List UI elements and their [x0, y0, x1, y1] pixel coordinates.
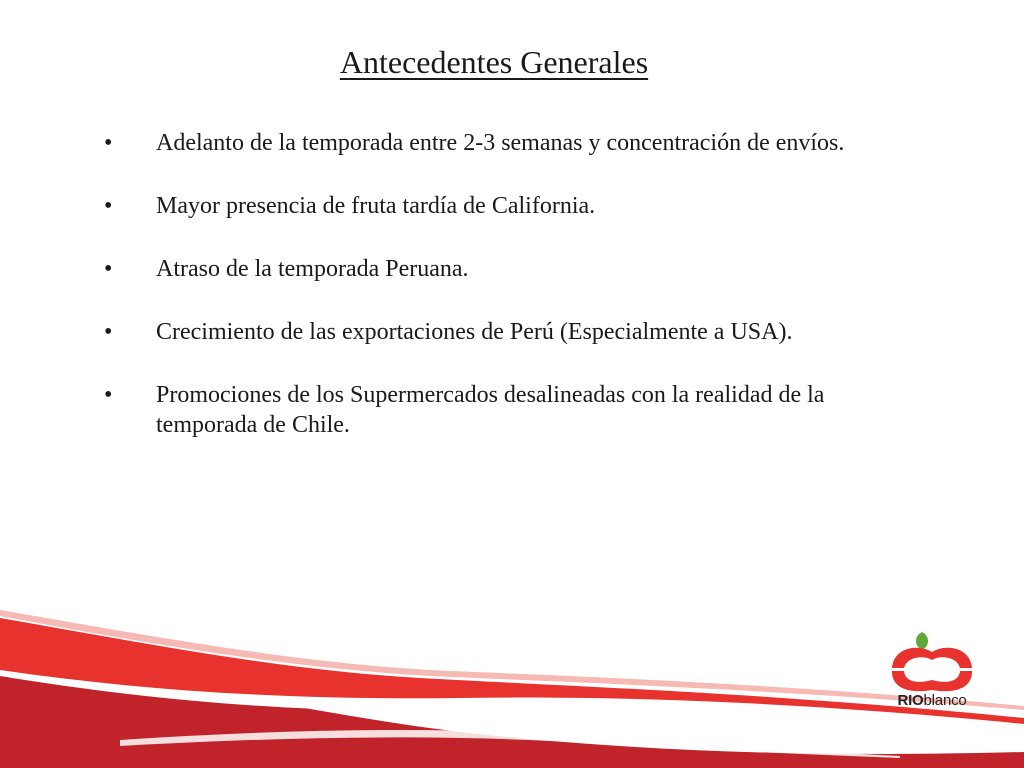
bullet-item	[104, 380, 904, 440]
bullet-item	[104, 254, 904, 284]
bullet-item	[104, 191, 904, 221]
bullet-text: Adelanto de la temporada entre 2-3 semanas y concentración de envíos.	[156, 130, 845, 156]
logo-text-regular: blanco	[923, 692, 967, 709]
bullet-marker: •	[104, 382, 113, 408]
red-wave-decoration	[0, 600, 1024, 768]
bullet-item	[104, 128, 904, 158]
bullet-text: Atraso de la temporada Peruana.	[156, 256, 469, 282]
bullet-marker: •	[104, 319, 113, 345]
logo-text-bold: RIO	[897, 692, 924, 709]
bullet-list	[104, 128, 904, 440]
bullet-text: Mayor presencia de fruta tardía de California.	[156, 193, 596, 219]
bullet-text: Promociones de los Supermercados desalineadas con la realidad de la temporada de Chile.	[156, 382, 825, 438]
bullet-marker: •	[104, 256, 113, 282]
bullet-text: Crecimiento de las exportaciones de Perú (Especialmente a USA).	[156, 319, 793, 345]
rioblanco-logo-text	[884, 692, 980, 709]
leaf-icon	[916, 632, 928, 650]
bullet-marker: •	[104, 130, 113, 156]
bullet-marker: •	[104, 193, 113, 219]
slide-title	[0, 44, 988, 81]
slide-title-text: Antecedentes Generales	[339, 44, 649, 80]
bullet-item	[104, 317, 904, 347]
